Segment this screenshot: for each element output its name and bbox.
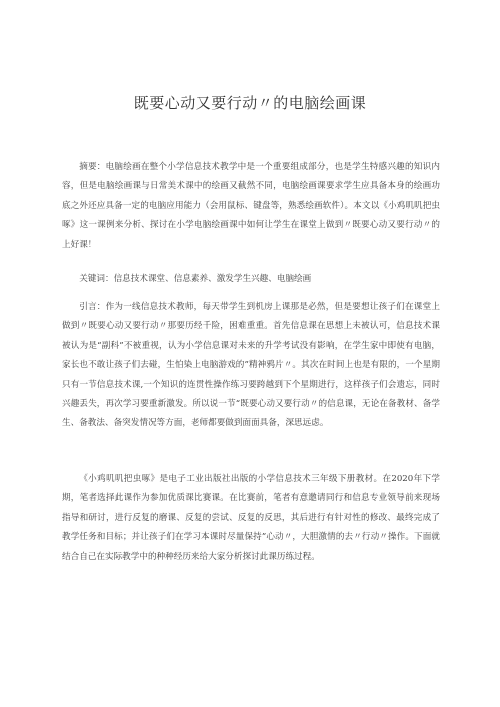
document-title: 既要心动又要行动〃的电脑绘画课 — [133, 94, 367, 112]
body-paragraph: 《小鸡叽叽把虫啄》是电子工业出版社出版的小学信息技术三年级下册教材。在2020年下学期，笔者选择此课作为参加优质课比赛课。在比赛前，笔者有意邀请同行和信息专业领导前来现场指导和研讨，进行反复的磨课、反复的尝试、反复的反思，其后进行有针对性的修改、最终完成了教学任务和目标；并让孩子们在学习本课时尽量保持”心动〃，大胆激情的去〃行动〃操作。下面就结合自己在实际教学中的种种经历来给大家分析探讨此课历练过程。 — [62, 474, 440, 562]
introduction-paragraph: 引言：作为一线信息技术教师，每天带学生到机房上课那是必然，但是要想让孩子们在课堂上做到〃既要心动又要行动〃那要历经千险，困难重重。首先信息课在思想上未被认可，信息技术课被认为是“副科”不被重视，认为小学信息课对未来的升学考试没有影响，在学生家中即使有电脑，家长也不敢让孩子们去碰，生怕染上电脑游戏的”精神鸦片〃。其次在时间上也是有限的，一个星期只有一节信息技术课,一个知识的连贯性操作练习要跨越到下个星期进行，这样孩子们会遗忘，同时兴趣丢失，再次学习要重新激发。所以说一节“既要心动又要行动〃的信息课，无论在备教材、备学生、备教法、备突发情况等方面，老师都要做到面面具备，深思远虑。 — [62, 302, 440, 429]
keywords-paragraph: 关键词：信息技术课堂、信息素养、激发学生兴趣、电脑绘画 — [79, 274, 312, 284]
abstract-paragraph: 摘要：电脑绘画在整个小学信息技术教学中是一个重要组成部分，也是学生特感兴趣的知识内容，但是电脑绘画课与日常美术课中的绘画又截然不同，电脑绘画课要求学生应具备本身的绘画功底之外还应具备一定的电脑应用能力（会用鼠标、键盘等，熟悉绘画软件）。本文以《小鸡叽叽把虫啄》这一课例来分析、探讨在小学电脑绘画课中如何让学生在课堂上做到〃既要心动又要行动〃的上好课！ — [62, 162, 440, 250]
